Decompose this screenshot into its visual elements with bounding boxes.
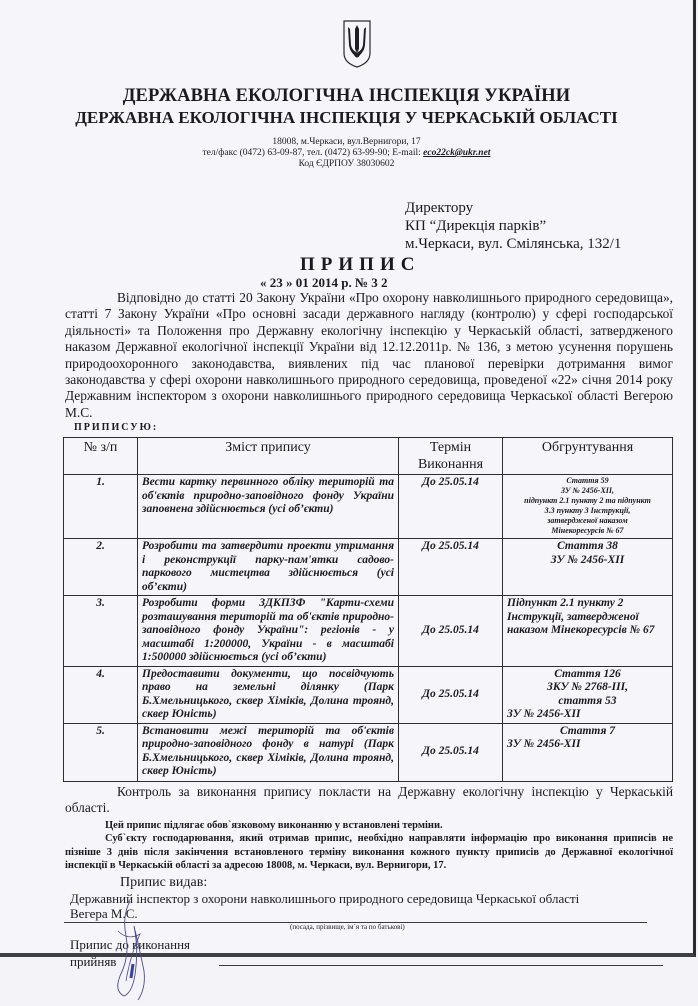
inspector-position: Державний інспектор з охорони навколишнього природного середовища Черкаської області xyxy=(70,890,580,906)
org-contacts xyxy=(0,148,693,159)
org-phones: тел/факс (0472) 63-09-87, тел. (0472) 63-99-90; E-mail: xyxy=(202,148,424,158)
basis-line: ЗУ № 2456-ХІІ xyxy=(507,708,581,720)
table-header-row xyxy=(64,438,673,475)
inspector-block xyxy=(70,891,673,922)
basis-line: Стаття 38 xyxy=(557,540,618,552)
inspector-name: Вегера М.С. xyxy=(70,906,138,921)
org-edrpou: Код ЄДРПОУ 38030602 xyxy=(298,159,395,169)
row-content: Розробити та затвердити проекти утримання і реконструкції парку-пам'ятки садово-паркового мистецтва здійснюється (усі об’єкти) xyxy=(138,539,399,596)
document-title: ПРИПИС xyxy=(300,254,421,275)
row-number: 5. xyxy=(64,723,138,781)
accepted-label-line-1: Припис до виконання xyxy=(70,936,191,952)
basis-line: затвердженої наказом xyxy=(547,516,628,525)
table-row xyxy=(64,596,673,667)
mandatory-notice: Цей припис підлягає обов`язковому виконанню у встановлені терміни. xyxy=(105,819,443,831)
recipient-block xyxy=(405,199,621,253)
signature-caption: (посада, прізвище, ім`я та по батькові) xyxy=(290,922,405,931)
basis-line: 3.3 пункту 3 Інструкції, xyxy=(544,506,631,515)
basis-line: ЗУ № 2456-ХІІ xyxy=(507,738,581,750)
recipient-organization: КП “Дирекція парків” xyxy=(405,218,547,234)
orders-table xyxy=(63,437,673,782)
recipient-address: м.Черкаси, вул. Смілянська, 132/1 xyxy=(405,236,622,252)
row-term: До 25.05.14 xyxy=(399,666,503,723)
recipient-position: Директору xyxy=(405,200,474,216)
row-number: 3. xyxy=(64,596,138,667)
trident-emblem-icon xyxy=(342,19,372,69)
row-content: Вести картку первинного обліку територій та об'єктів природно-заповідного фонду України заповнена здійснюється (усі об’єкти) xyxy=(138,475,399,539)
row-number: 2. xyxy=(64,539,138,596)
basis-line: ЗКУ № 2768-ІІІ, xyxy=(547,681,628,693)
row-term: До 25.05.14 xyxy=(399,596,503,667)
preamble-paragraph: Відповідно до статті 20 Закону України «Про охорону навколишнього природного середовища», статті 7 Закону України «Про основні засади державного нагляду (контролю) у сфері господарської діяльності» та Положення про Державну екологічну інспекцію у Черкаській області, затвердженого наказом Державної екологічної інспекції України від 12.12.2011р. № 136, з метою усунення порушень природоохоронного законодавства, виявлених під час планової перевірки дотримання вимог законодавства у сфері охорони навколишнього природного середовища, проведеної «22» січня 2014 року Державним інспектором з охорони навколишнього природного середовища Черкаської області Вегерою М.С. xyxy=(65,290,673,420)
document-date-number: « 23 » 01 2014 р. № 3 2 xyxy=(260,275,388,290)
org-address: 18008, м.Черкаси, вул.Вернигори, 17 xyxy=(272,137,421,147)
row-number: 1. xyxy=(64,475,138,539)
header-number: № з/п xyxy=(64,438,138,475)
row-content: Розробити форми ЗДКПЗФ "Карти-схеми розташування територій та об'єктів природно-заповідного фонду України": регіонів - у масштабі 1:200000, України - в масштабі 1:500000 здійснюється (усі об’єкти) xyxy=(138,596,399,667)
table-row xyxy=(64,539,673,596)
issued-by-label: Припис видав: xyxy=(120,874,208,890)
header-content: Зміст припису xyxy=(138,438,399,475)
basis-line: Стаття 59 xyxy=(566,476,609,485)
acceptance-signature-line xyxy=(219,965,663,966)
basis-line: ЗУ № 2456-ХІІ xyxy=(550,553,625,566)
row-term: До 25.05.14 xyxy=(399,723,503,781)
basis-line: Стаття 126 xyxy=(554,667,621,680)
row-content: Предоставити документи, що посвідчують право на земельні ділянку (Парк Б.Хмельницького, сквер Хіміків, Долина троянд, сквер Юність) xyxy=(138,666,399,723)
org-name-national: ДЕРЖАВНА ЕКОЛОГІЧНА ІНСПЕКЦІЯ УКРАЇНИ xyxy=(122,86,571,106)
row-number: 4. xyxy=(64,666,138,723)
accepted-block xyxy=(70,936,673,970)
table-row xyxy=(64,475,673,539)
header-basis: Обгрунтування xyxy=(503,438,673,475)
row-basis xyxy=(503,475,673,539)
row-basis: Підпункт 2.1 пункту 2 Інструкції, затвердженої наказом Мінекоресурсів № 67 xyxy=(503,596,673,667)
org-name-regional: ДЕРЖАВНА ЕКОЛОГІЧНА ІНСПЕКЦІЯ У ЧЕРКАСЬКІЙ ОБЛАСТІ xyxy=(75,108,618,127)
basis-line: Мінекоресурсів № 67 xyxy=(551,526,624,535)
orders-heading: ПРИПИСУЮ: xyxy=(74,422,159,433)
basis-line: Стаття 7 xyxy=(559,724,616,737)
row-basis xyxy=(503,666,673,723)
row-term: До 25.05.14 xyxy=(399,539,503,596)
accepted-label-line-2: прийняв xyxy=(70,953,117,969)
table-row xyxy=(64,723,673,781)
row-basis xyxy=(503,723,673,781)
orders-section xyxy=(63,437,672,970)
basis-line: ЗУ № 2456-ХІІ, xyxy=(560,486,615,495)
signature-line xyxy=(64,922,647,923)
basis-line: підпункт 2.1 пункту 2 та підпункт xyxy=(524,496,651,505)
email-link[interactable]: eco22ck@ukr.net xyxy=(423,148,491,158)
row-content: Встановити межі територій та об'єктів природно-заповідного фонду в натурі (Парк Б.Хмельницького, сквер Хіміків, Долина троянд, сквер Юність) xyxy=(138,723,399,781)
row-basis xyxy=(503,539,673,596)
footer-section xyxy=(65,784,673,970)
table-row xyxy=(64,666,673,723)
header-term: Термін Виконання xyxy=(399,438,503,475)
reporting-notice: Суб`єкту господарювання, який отримав припис, необхідно направляти інформацію про виконання приписів не пізніше 3 днів після закінчення встановленого терміну виконання кожного пункту приписів до Державної екологічної інспекції в Черкаській області за адресою 18008, м. Черкаси, вул. Вернигори, 17. xyxy=(65,833,673,871)
row-term: До 25.05.14 xyxy=(399,475,503,539)
control-paragraph: Контроль за виконання припису покласти на Державну екологічну інспекцію у Черкаській області. xyxy=(65,783,673,815)
basis-line: стаття 53 xyxy=(558,694,617,707)
